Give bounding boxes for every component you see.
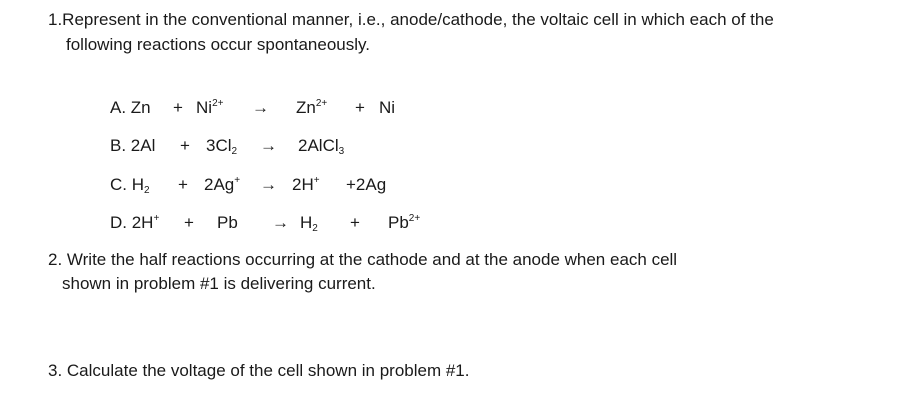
reaction-c-label: C. $H_2$ [110,175,150,196]
reaction-a-product-1: $Zn^{2+}$ [296,98,328,117]
question-3-line-1: 3. Calculate the voltage of the cell shown in problem #1. [48,361,470,380]
arrow-icon: → [260,136,277,155]
reaction-b-label: B. 2Al [110,136,156,155]
reaction-c-product-1: 2H+ [292,175,320,194]
reaction-a-plus-2: + [355,98,365,117]
question-2-line-2: shown in problem #1 is delivering current. [62,274,376,293]
reaction-b-plus-1: + [180,136,190,155]
reaction-d-product-1: $H_2$ [300,213,318,234]
arrow-icon: → [260,175,277,194]
reaction-a-reactant-2: $Ni^{2+}$ [196,98,224,117]
reaction-d-product-2: $Pb^{2+}$ [388,213,421,232]
reaction-d-label: D. 2H+ [110,213,160,232]
reaction-d-plus-1: + [184,213,194,232]
reaction-d-plus-2: + [350,213,360,232]
reaction-b-product-1: 2AlCl$_3$ [298,136,345,157]
reaction-a-label: A. Zn [110,98,151,117]
reaction-c-product-2: +2Ag [346,175,387,194]
reaction-a-product-2: Ni [379,98,396,117]
reaction-c-reactant-2: 2Ag+ [204,175,241,194]
question-1-line-1: 1.Represent in the conventional manner, i.e., anode/cathode, the voltaic cell in which each of the [48,10,774,29]
reaction-c-plus-1: + [178,175,188,194]
arrow-icon: → [252,98,269,117]
reaction-d-reactant-2: Pb [217,213,238,232]
arrow-icon: → [272,213,289,232]
reaction-b-reactant-2: $3Cl_2$ [206,136,238,157]
question-2-line-1: 2. Write the half reactions occurring at the cathode and at the anode when each cell [48,250,678,269]
reaction-a-plus-1: + [173,98,183,117]
question-1-line-2: following reactions occur spontaneously. [66,35,370,54]
